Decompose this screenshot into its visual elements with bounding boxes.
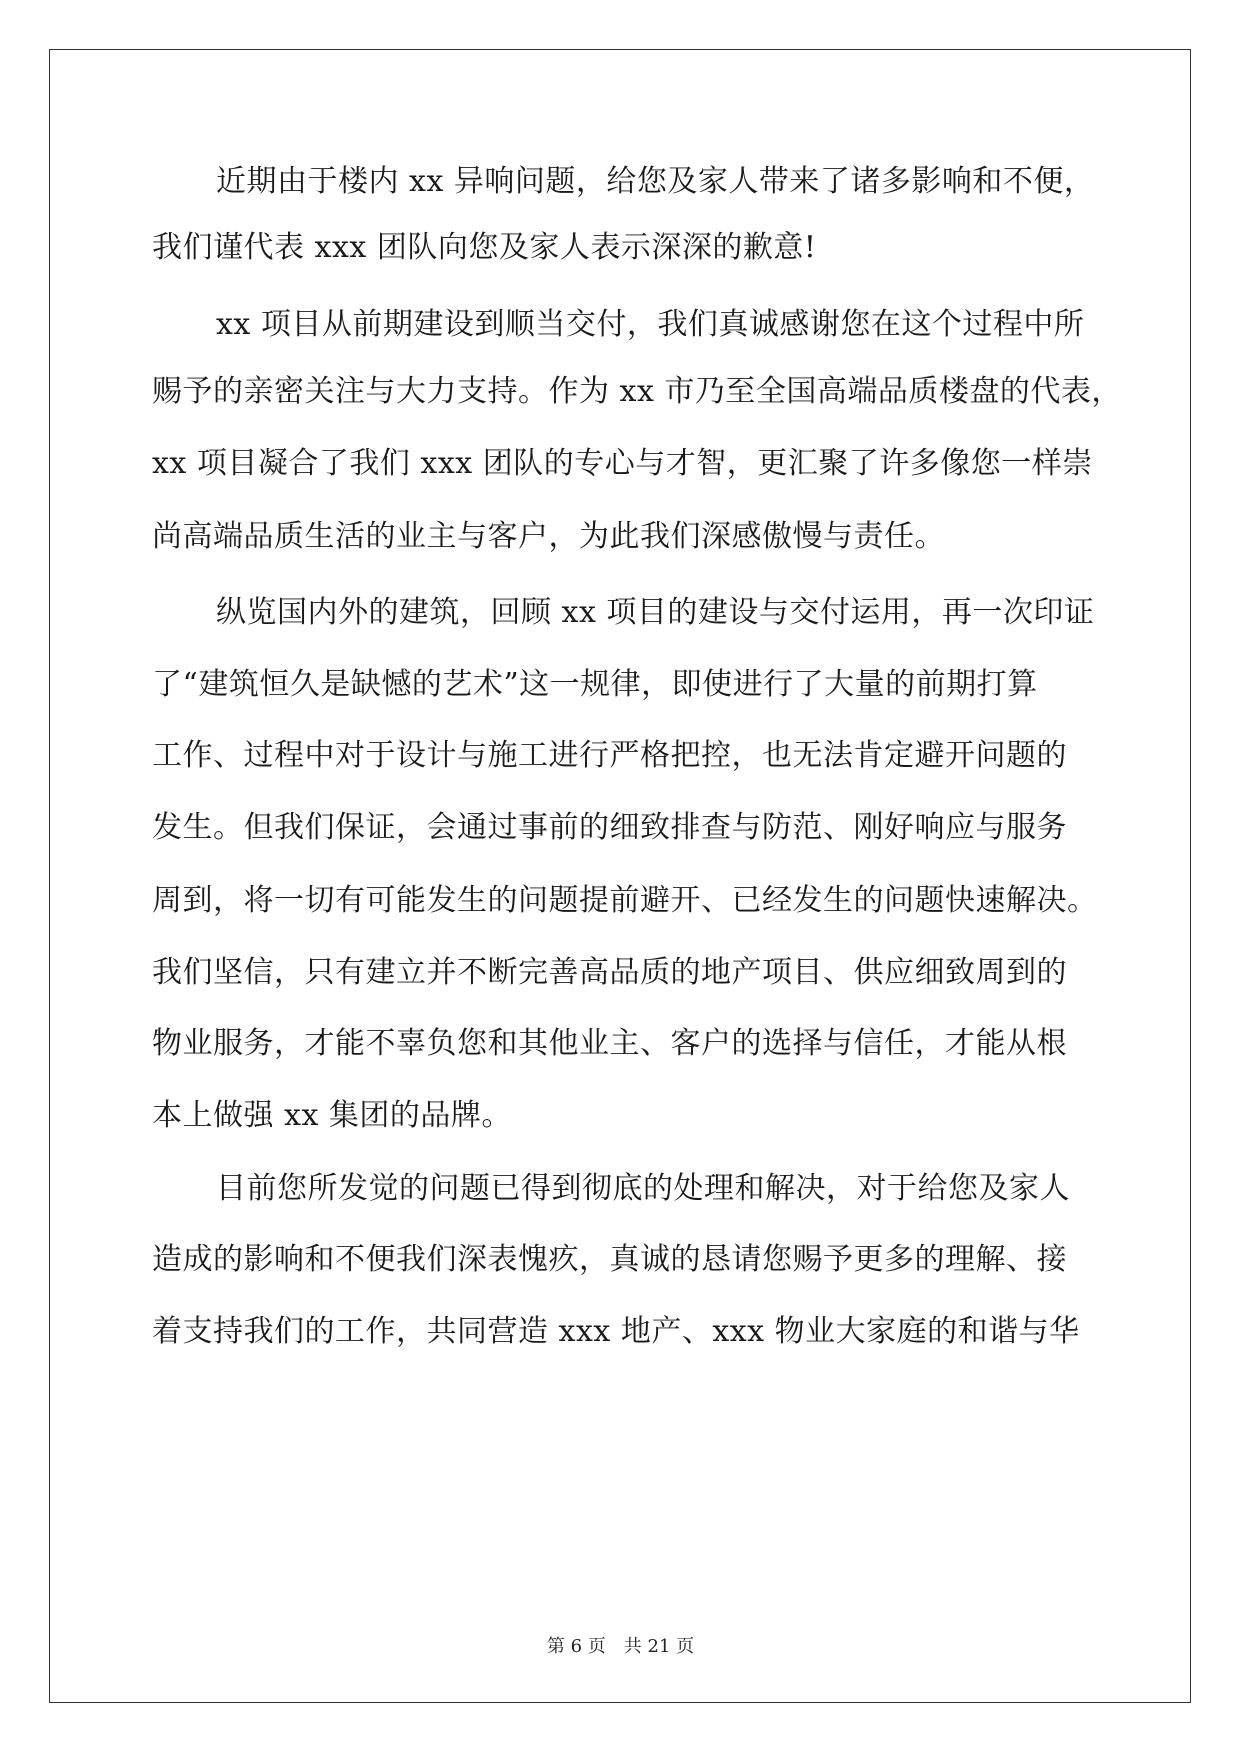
page-number: 第 6 页 <box>546 1636 606 1657</box>
text-line: 赐予的亲密关注与大力支持。作为 xx 市乃至全国高端品质楼盘的代表， <box>152 374 1122 409</box>
text-line: xx 项目凝合了我们 xxx 团队的专心与才智，更汇聚了许多像您一样崇 <box>152 446 1093 481</box>
text-line: 我们谨代表 xxx 团队向您及家人表示深深的歉意! <box>152 230 817 265</box>
text-line: 目前您所发觉的问题已得到彻底的处理和解决，对于给您及家人 <box>216 1171 1070 1206</box>
text-line: 周到，将一切有可能发生的问题提前避开、已经发生的问题快速解决。 <box>152 883 1098 918</box>
text-line: 我们坚信，只有建立并不断完善高品质的地产项目、供应细致周到的 <box>152 955 1067 990</box>
text-line: 近期由于楼内 xx 异响问题，给您及家人带来了诸多影响和不便， <box>216 164 1095 199</box>
text-line: 纵览国内外的建筑，回顾 xx 项目的建设与交付运用，再一次印证 <box>216 595 1095 630</box>
text-line: 了“建筑恒久是缺憾的艺术”这一规律，即使进行了大量的前期打算 <box>152 667 1038 702</box>
text-line: 造成的影响和不便我们深表愧疚，真诚的恳请您赐予更多的理解、接 <box>152 1242 1067 1277</box>
text-line: 着支持我们的工作，共同营造 xxx 地产、xxx 物业大家庭的和谐与华 <box>152 1314 1080 1349</box>
text-line: 物业服务，才能不辜负您和其他业主、客户的选择与信任，才能从根 <box>152 1026 1067 1061</box>
text-line: 尚高端品质生活的业主与客户，为此我们深感傲慢与责任。 <box>152 519 945 554</box>
page-total: 共 21 页 <box>623 1636 695 1657</box>
text-line: xx 项目从前期建设到顺当交付，我们真诚感谢您在这个过程中所 <box>216 307 1085 342</box>
page-border <box>49 49 1191 1703</box>
text-line: 发生。但我们保证，会通过事前的细致排查与防范、刚好响应与服务 <box>152 810 1067 845</box>
text-line: 工作、过程中对于设计与施工进行严格把控，也无法肯定避开问题的 <box>152 738 1067 773</box>
text-line: 本上做强 xx 集团的品牌。 <box>152 1098 512 1133</box>
page-footer <box>0 1632 1241 1658</box>
